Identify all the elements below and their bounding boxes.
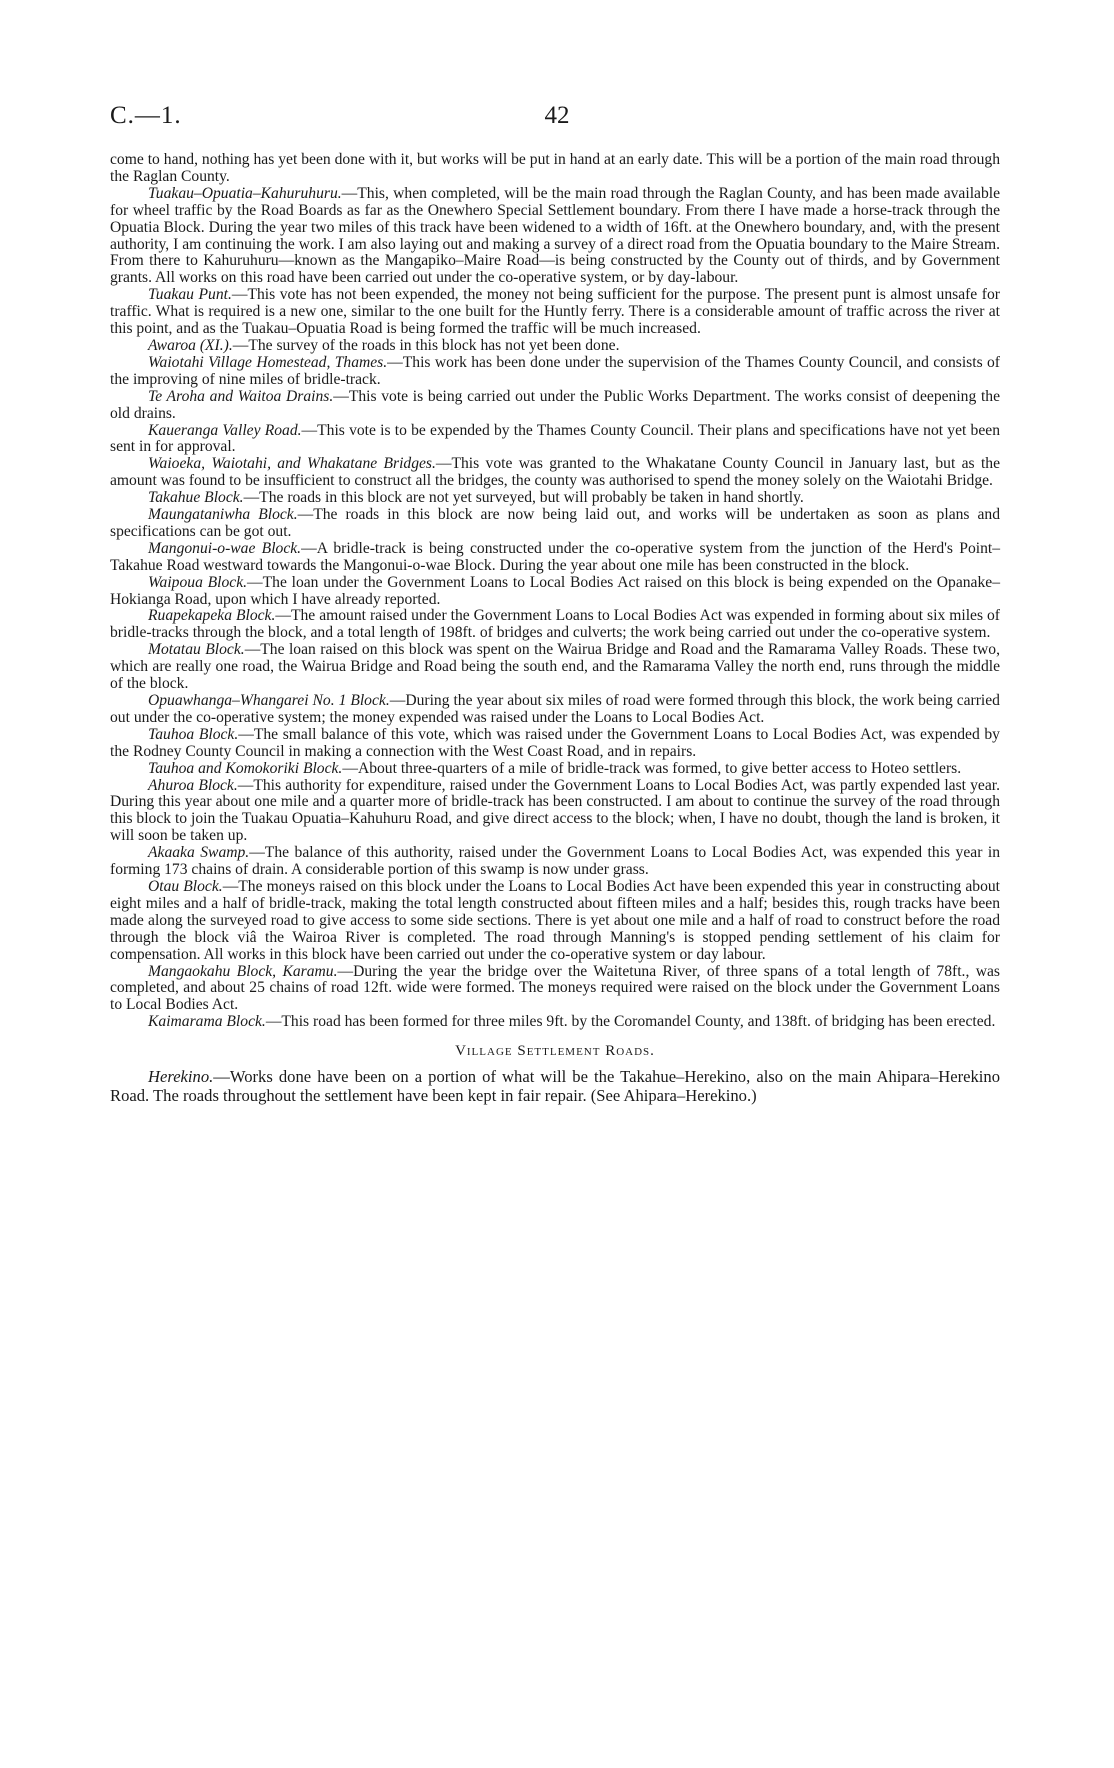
paragraph — [110, 642, 1000, 693]
paragraph-heading: Akaaka Swamp. — [148, 844, 250, 862]
paragraph-heading: Tuakau Punt. — [148, 286, 232, 304]
paragraph-heading: Mangonui-o-wae Block. — [148, 539, 302, 557]
paragraph-text: —The balance of this authority, raised under the Government Loans to Local Bodies Act, was expended this year in forming 173 chains of drain. A considerable portion of this swamp is now under grass. — [110, 844, 1001, 879]
paragraph — [110, 879, 1000, 964]
section-paragraph-list — [110, 1068, 1000, 1105]
paragraph-text: —The survey of the roads in this block has not yet been done. — [232, 336, 620, 354]
paragraph — [110, 423, 1000, 457]
paragraph — [110, 608, 1000, 642]
paragraph-heading: Ahuroa Block. — [148, 776, 238, 794]
paragraph — [110, 964, 1000, 1015]
paragraph — [110, 507, 1000, 541]
paragraph — [110, 778, 1000, 846]
paragraph-text: —During the year about six miles of road were formed through this block, the work being carried out under the co-operative system; the money expended was raised under the Loans to Local Bodies Act. — [110, 692, 1000, 726]
paragraph-heading: Waioeka, Waiotahi, and Whakatane Bridges. — [148, 455, 436, 473]
paragraph — [110, 355, 1000, 389]
paragraph-text: come to hand, nothing has yet been done with it, but works will be put in hand at an early date. This will be a portion of the main road through the Raglan County. — [110, 151, 1000, 185]
paragraph-text: —The loan under the Government Loans to Local Bodies Act raised on this block is being expended on the Opanake–Hokianga Road, upon which I have already reported. — [110, 573, 1000, 608]
paragraph — [110, 1068, 1000, 1105]
paragraph-text: —The loan raised on this block was spent on the Wairua Bridge and Road and the Ramarama Valley Roads. These two, which are really one road, the Wairua Bridge and Road being the south end, and the Ramarama Valley the north end, runs through the middle of the block. — [110, 641, 1000, 693]
paragraph-text: —The amount raised under the Government Loans to Local Bodies Act was expended in forming about six miles of bridle-tracks through the block, and a total length of 198ft. of bridges and culverts; the work being carried out under the co-operative system. — [110, 607, 1000, 642]
paragraph-heading: Motatau Block. — [148, 641, 245, 659]
paragraph-heading: Otau Block. — [148, 877, 223, 895]
paragraph-heading: Tuakau–Opuatia–Kahuruhuru. — [148, 184, 342, 202]
paragraph-text: —This vote was granted to the Whakatane County Council in January last, but as the amount was found to be insufficient to construct all the bridges, the county was authorised to spend the money solely on the Waiotahi Bridge. — [110, 455, 1000, 490]
paragraph-heading: Tauhoa Block. — [148, 725, 239, 743]
paragraph-list — [110, 152, 1000, 1031]
document-reference: C.—1. — [110, 102, 182, 129]
paragraph-text: —This vote has not been expended, the money not being sufficient for the purpose. The present punt is almost unsafe for traffic. What is required is a new one, similar to the one built for the Huntly ferry. There is a considerable amount of traffic across the river at this point, and as the Tuakau–Opuatia Road is being formed the traffic will be much increased. — [110, 286, 1000, 338]
paragraph — [110, 575, 1000, 609]
paragraph-text: —This work has been done under the supervision of the Thames County Council, and consists of the improving of nine miles of bridle-track. — [110, 353, 1000, 388]
paragraph-text: —This, when completed, will be the main road through the Raglan County, and has been made available for wheel traffic by the Road Boards as far as the Onewhero Special Settlement boundary. From there I have made a horse-track through the Opuatia Block. During the year two miles of this track have been widened to a width of 16ft. at the Onewhero boundary, and, with the present authority, I am continuing the work. I am also laying out and making a survey of a direct road from the Opuatia boundary to the Maire Stream. From there to Kahuruhuru—known as the Mangapiko–Maire Road—is being constructed by the County out of thirds, and by Government grants. All works on this road have been carried out under the co-operative system, or by day-labour. — [110, 184, 1000, 287]
paragraph-heading: Opuawhanga–Whangarei No. 1 Block. — [148, 692, 390, 709]
paragraph-heading: Mangaokahu Block, Karamu. — [148, 962, 338, 980]
paragraph — [110, 287, 1000, 338]
paragraph — [110, 490, 1000, 507]
paragraph-text: —During the year the bridge over the Waitetuna River, of three spans of a total length of 78ft., was completed, and about 25 chains of road 12ft. wide were formed. The moneys required were raised on the block under the Government Loans to Local Bodies Act. — [110, 962, 1000, 1014]
paragraph-heading: Awaroa (XI.). — [148, 336, 233, 354]
paragraph-text: —This vote is being carried out under the Public Works Department. The works consist of deepening the old drains. — [110, 387, 1000, 422]
paragraph — [110, 186, 1000, 287]
paragraph — [110, 845, 1000, 879]
paragraph-text: —This vote is to be expended by the Thames County Council. Their plans and specifications have not yet been sent in for approval. — [110, 421, 1000, 456]
paragraph — [110, 152, 1000, 186]
paragraph-heading: Kaimarama Block. — [148, 1013, 266, 1031]
paragraph-heading: Ruapekapeka Block. — [148, 607, 276, 625]
paragraph-heading: Tauhoa and Komokoriki Block. — [148, 759, 343, 777]
paragraph-heading: Takahue Block. — [148, 489, 244, 507]
paragraph — [110, 456, 1000, 490]
paragraph-heading: Kaueranga Valley Road. — [148, 421, 302, 439]
paragraph-text: —The roads in this block are not yet surveyed, but will probably be taken in hand shortly. — [243, 489, 804, 507]
paragraph-heading: Waiotahi Village Homestead, Thames. — [148, 353, 388, 371]
page-header — [110, 102, 1004, 142]
paragraph-heading: Maungataniwha Block. — [148, 506, 298, 524]
paragraph — [110, 761, 1000, 778]
paragraph-text: —A bridle-track is being constructed under the co-operative system from the junction of the Herd's Point–Takahue Road westward towards the Mangonui-o-wae Block. During the year about one mile has been constructed in the block. — [110, 539, 1000, 574]
paragraph-heading: Waipoua Block. — [148, 573, 248, 591]
paragraph-text: —Works done have been on a portion of what will be the Takahue–Herekino, also on the main Ahipara–Herekino Road. The roads throughout the settlement have been kept in fair repair. (See Ahipara–Herekino.) — [110, 1067, 1000, 1105]
document-body — [110, 152, 1000, 1105]
paragraph-text: —This road has been formed for three miles 9ft. by the Coromandel County, and 138ft. of bridging has been erected. — [265, 1013, 996, 1031]
paragraph-text: —The small balance of this vote, which was raised under the Government Loans to Local Bodies Act, was expended by the Rodney County Council in making a connection with the West Coast Road, and in repairs. — [110, 725, 1000, 760]
paragraph — [110, 727, 1000, 761]
paragraph-text: —This authority for expenditure, raised under the Government Loans to Local Bodies Act, was partly expended last year. During this year about one mile and a quarter more of bridle-track has been constructed. I am about to continue the survey of the road through this block to join the Tuakau Opuatia–Kahuhuru Road, and give direct access to the block; when, I have no doubt, though the land is broken, it will soon be taken up. — [110, 776, 1001, 845]
paragraph — [110, 693, 1000, 727]
paragraph — [110, 338, 1000, 355]
section-title: Village Settlement Roads. — [455, 1043, 655, 1060]
paragraph-text: —About three-quarters of a mile of bridle-track was formed, to give better access to Hoteo settlers. — [342, 759, 962, 777]
paragraph-heading: Herekino. — [148, 1067, 214, 1087]
paragraph-text: —The moneys raised on this block under the Loans to Local Bodies Act have been expended this year in constructing about eight miles and a half of bridle-track, making the total length constructed about fifteen miles and a half; besides this, rough tracks have been made along the surveyed road to give access to some side sections. There is yet about one mile and a half of road to construct before the road through the block viâ the Wairoa River is completed. The road through Manning's is stopped pending settlement of his claim for compensation. All works in this block have been carried out under the co-operative system or day labour. — [110, 877, 1001, 963]
paragraph-text: —The roads in this block are now being laid out, and works will be undertaken as soon as plans and specifications can be got out. — [110, 506, 1000, 540]
page-number: 42 — [544, 102, 570, 129]
paragraph — [110, 541, 1000, 575]
paragraph-heading: Te Aroha and Waitoa Drains. — [148, 387, 334, 405]
paragraph — [110, 1014, 1000, 1031]
paragraph — [110, 389, 1000, 423]
